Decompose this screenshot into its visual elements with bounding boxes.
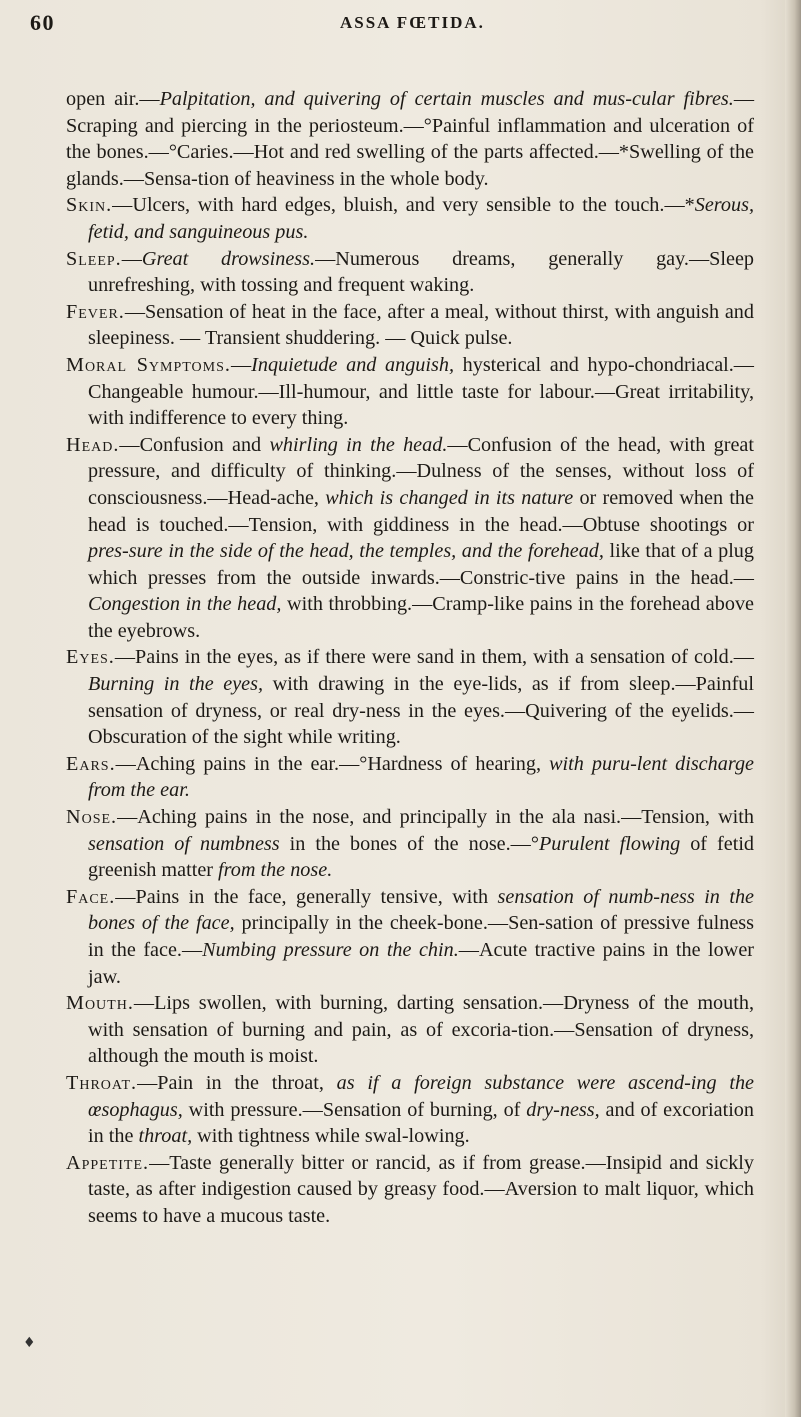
page-number: 60 (30, 10, 55, 35)
entry-heading: Moral Symptoms. (66, 353, 231, 376)
entry-face: Face.—Pains in the face, generally tensive, with sensation of numb-ness in the bones of the face, principally in the cheek-bone.—Sen-sation of pressive fulness in the face.—Numbing pressure on the chin.—Acute tractive pains in the lower jaw. (66, 885, 755, 988)
entry-appetite: Appetite.—Taste generally bitter or rancid, as if from grease.—Insipid and sickly taste, as after indigestion caused by greasy food.—Aversion to malt liquor, which seems to have a mucous taste. (66, 1151, 754, 1227)
page-edge-shadow (785, 0, 801, 1417)
page-body (66, 86, 754, 1230)
entry-head: Head.—Confusion and whirling in the head.—Confusion of the head, with great pressure, and difficulty of thinking.—Dulness of the senses, without loss of consciousness.—Head-ache, which is changed in its nature or removed when the head is touched.—Tension, with giddiness in the head.—Obtuse shootings or pres-sure in the side of the head, the temples, and the forehead, like that of a plug which presses from the outside inwards.—Constric-tive pains in the head.—Congestion in the head, with throbbing.—Cramp-like pains in the forehead above the eyebrows. (66, 433, 754, 642)
entry-skin: Skin.—Ulcers, with hard edges, bluish, and very sensible to the touch.—*Serous, fetid, and sanguineous pus. (66, 194, 754, 243)
entry-heading: Nose. (66, 806, 118, 829)
continuation-paragraph: open air.—Palpitation, and quivering of certain muscles and mus-cular fibres.—Scraping and piercing in the periosteum.—°Painful inflammation and ulceration of the bones.—°Caries.—Hot and red swelling of the parts affected.—*Swelling of the glands.—Sensa-tion of heaviness in the whole body. (66, 88, 755, 190)
entry-heading: Ears. (66, 752, 116, 775)
page-header (30, 8, 770, 42)
entry-eyes: Eyes.—Pains in the eyes, as if there were sand in them, with a sensation of cold.—Burning in the eyes, with drawing in the eye-lids, as if from sleep.—Painful sensation of dryness, or real dry-ness in the eyes.—Quivering of the eyelids.—Obscuration of the sight while writing. (66, 646, 754, 749)
entry-heading: Eyes. (66, 646, 115, 669)
entry-nose: Nose.—Aching pains in the nose, and principally in the ala nasi.—Tension, with sensation of numbness in the bones of the nose.—°Purulent flowing of fetid greenish matter from the nose. (66, 806, 755, 882)
entry-moral-symptoms: Moral Symptoms.—Inquietude and anguish, hysterical and hypo-chondriacal.—Changeable humour.—Ill-humour, and little taste for labour.—Great irritability, with indifference to every thing. (66, 353, 754, 430)
entry-sleep: Sleep.—Great drowsiness.—Numerous dreams, generally gay.—Sleep unrefreshing, with tossing and frequent waking. (66, 247, 755, 297)
running-title: ASSA FŒTIDA. (340, 13, 485, 32)
entry-heading: Skin. (66, 194, 113, 217)
entry-heading: Appetite. (66, 1151, 150, 1174)
entry-heading: Mouth. (66, 992, 134, 1015)
entry-heading: Head. (66, 433, 120, 456)
entry-fever: Fever.—Sensation of heat in the face, after a meal, without thirst, with anguish and sleepiness. — Transient shuddering. — Quick pulse. (66, 300, 754, 350)
entry-heading: Fever. (66, 300, 125, 323)
entry-heading: Throat. (66, 1071, 138, 1094)
entry-heading: Sleep. (66, 247, 122, 270)
entry-ears: Ears.—Aching pains in the ear.—°Hardness of hearing, with puru-lent discharge from the ear. (66, 752, 754, 802)
entry-mouth: Mouth.—Lips swollen, with burning, darting sensation.—Dryness of the mouth, with sensation of burning and pain, as of excoria-tion.—Sensation of dryness, although the mouth is moist. (66, 992, 754, 1068)
entry-heading: Face. (66, 885, 116, 908)
margin-mark: ♦ (23, 1335, 36, 1351)
entry-throat: Throat.—Pain in the throat, as if a foreign substance were ascend-ing the œsophagus, with pressure.—Sensation of burning, of dry-ness, and of excoriation in the throat, with tightness while swal-lowing. (66, 1071, 754, 1148)
